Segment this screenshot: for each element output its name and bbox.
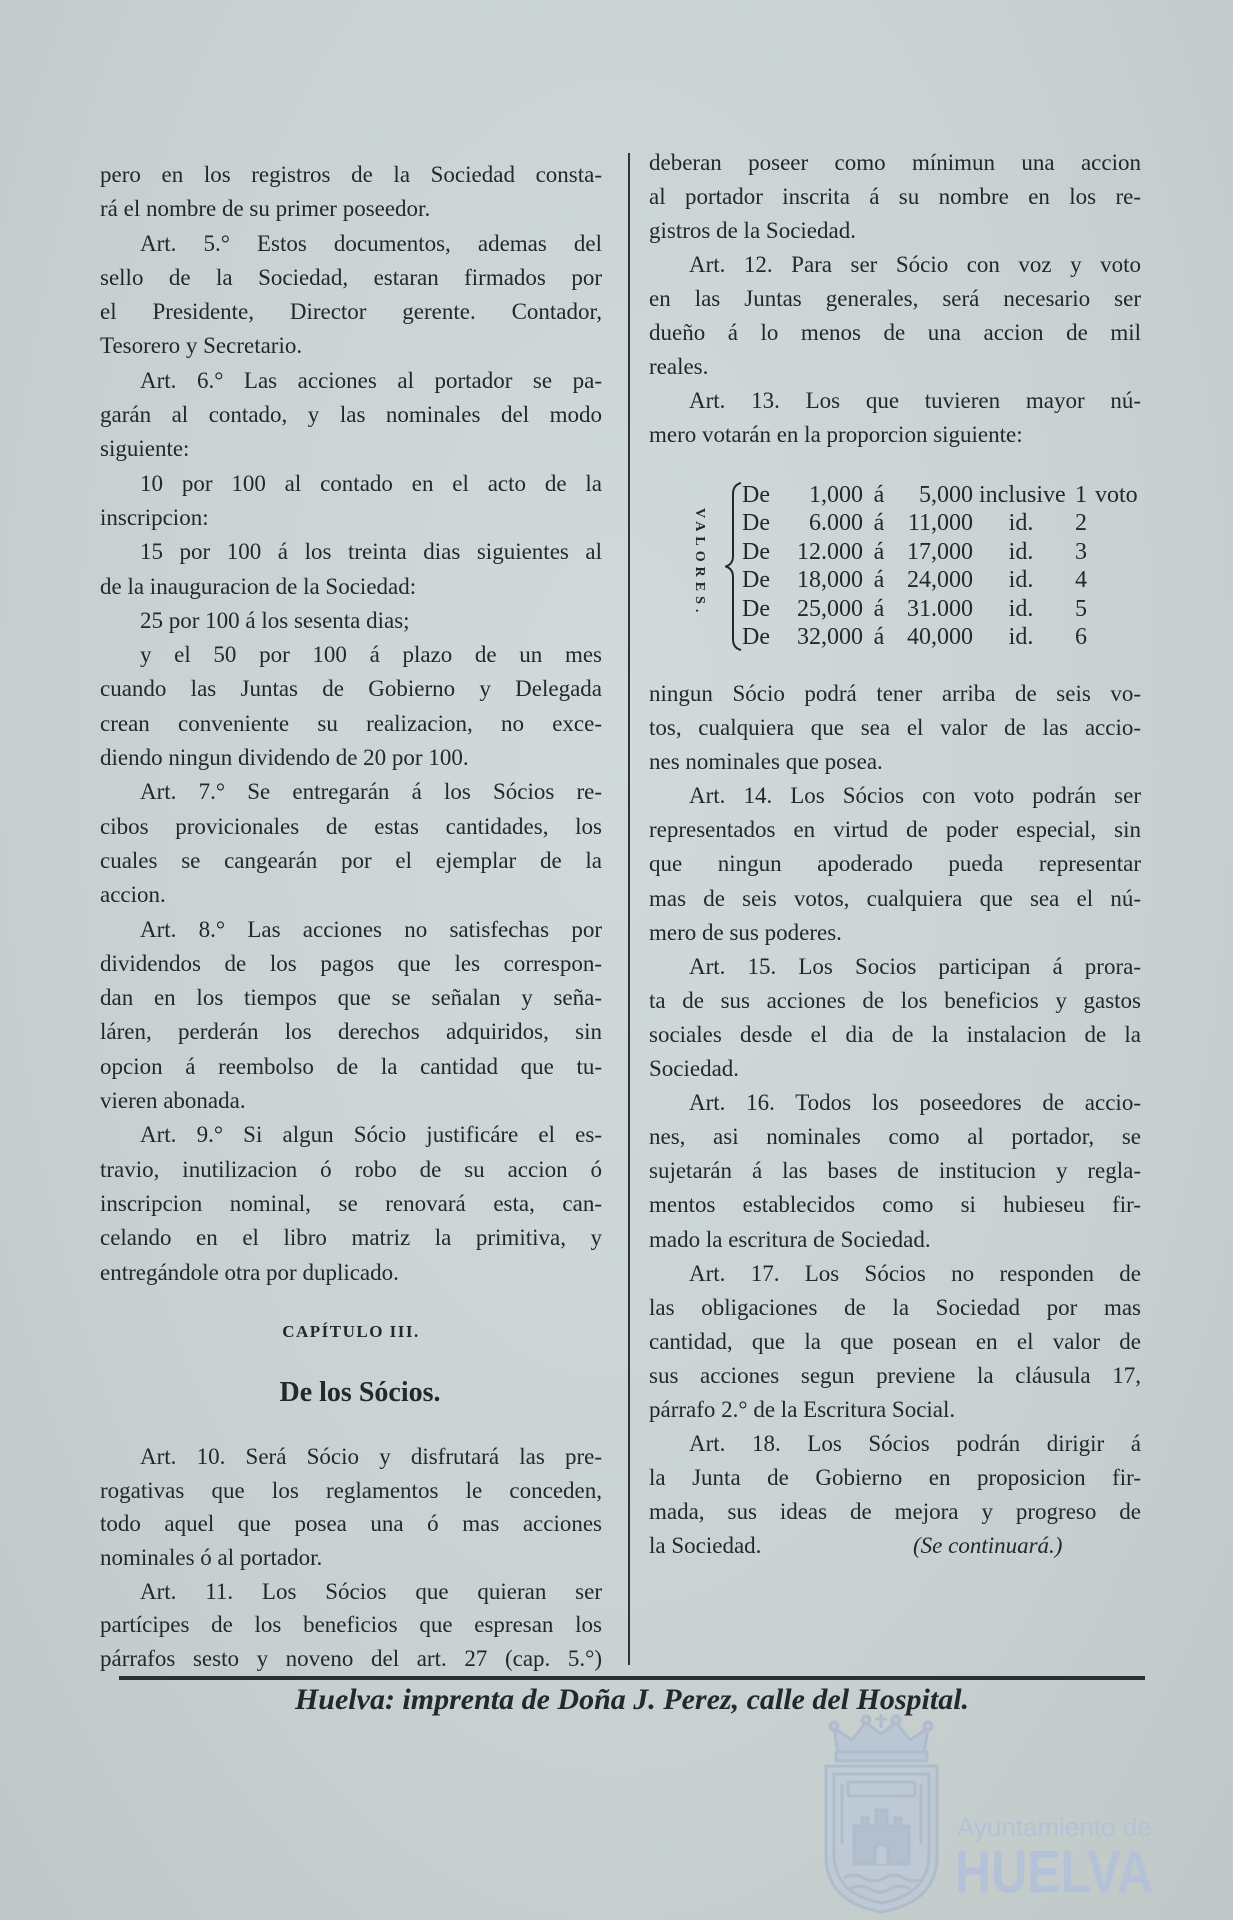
text-line: sujetarán á las bases de institucion y regla- xyxy=(649,1158,1141,1184)
chapter-title: De los Sócios. xyxy=(279,1377,441,1408)
paragraph xyxy=(100,467,602,536)
text-line: Art. 15. Los Socios participan á prora- xyxy=(689,953,1141,979)
text-line: nes nominales que posea. xyxy=(649,749,883,775)
left-column-text xyxy=(100,158,602,1290)
right-column-text-lower xyxy=(649,677,1141,1563)
range-from: 32,000 xyxy=(797,623,863,650)
range-qualifier: inclusive xyxy=(979,482,1066,508)
text-line: Art. 5.° Estos documentos, ademas del xyxy=(140,230,602,256)
text-line: Tesorero y Secretario. xyxy=(100,333,303,359)
paragraph xyxy=(649,384,1141,452)
text-line: párrafo 2.° de la Escritura Social. xyxy=(649,1396,956,1422)
text-line: cuando las Juntas de Gobierno y Delegada xyxy=(100,676,602,702)
paragraph xyxy=(100,1440,602,1575)
text-line: inscripcion nominal, se renovará esta, can- xyxy=(100,1190,602,1216)
vote-count: 2 xyxy=(1075,510,1087,537)
text-line: pero en los registros de la Sociedad consta- xyxy=(100,162,602,187)
range-qualifier: id. xyxy=(1008,567,1034,594)
range-to: 5,000 xyxy=(919,482,973,508)
paragraph xyxy=(100,535,602,604)
paragraph xyxy=(100,1575,602,1676)
vote-count: 5 xyxy=(1075,595,1087,622)
text-line: las obligaciones de la Sociedad por mas xyxy=(649,1294,1141,1320)
range-prefix: De xyxy=(742,482,770,508)
text-line: mas de seis votos, cualquiera que sea el nú- xyxy=(649,885,1141,911)
right-column-text xyxy=(649,146,1141,452)
paragraph xyxy=(100,638,602,775)
vote-table xyxy=(649,481,1141,651)
text-line: mentos establecidos como si hubieseu fir- xyxy=(649,1192,1141,1218)
text-line: crean conveniente su realizacion, no exce- xyxy=(100,710,602,736)
vote-table-row xyxy=(649,509,1141,537)
range-prefix: De xyxy=(742,623,770,650)
text-line: Art. 10. Será Sócio y disfrutará las pre- xyxy=(140,1444,602,1469)
range-to: 31.000 xyxy=(907,595,973,622)
paragraph xyxy=(100,913,602,1119)
text-line: partícipes de los beneficios que espresan los xyxy=(100,1612,602,1638)
text-line: representados en virtud de poder especial, sin xyxy=(649,817,1141,843)
text-line: dueño á lo menos de una accion de mil xyxy=(649,320,1141,345)
vote-table-label: VALORES. xyxy=(692,508,707,618)
text-line: sus acciones segun previene la cláusula 17, xyxy=(649,1362,1141,1388)
text-line: párrafos sesto y noveno del art. 27 (cap. 5.°) xyxy=(100,1646,602,1672)
text-line: Art. 6.° Las acciones al portador se pa- xyxy=(140,367,602,393)
vote-table-row xyxy=(649,595,1141,623)
text-line: mado la escritura de Sociedad. xyxy=(649,1226,931,1252)
range-qualifier: id. xyxy=(1008,538,1034,565)
range-prefix: De xyxy=(742,538,770,565)
vote-count: 3 xyxy=(1075,538,1087,565)
text-line: Art. 18. Los Sócios podrán dirigir á xyxy=(689,1431,1141,1457)
text-line: travio, inutilizacion ó robo de su accion ó xyxy=(100,1156,602,1182)
text-line: Art. 17. Los Sócios no responden de xyxy=(689,1260,1141,1286)
text-line: el Presidente, Director gerente. Contador, xyxy=(100,299,602,325)
text-line: rogativas que los reglamentos le conceden, xyxy=(100,1477,602,1503)
text-line: mero de sus poderes. xyxy=(649,919,842,945)
text-line: deberan poseer como mínimun una accion xyxy=(649,150,1141,175)
text-line: siguiente: xyxy=(100,436,190,462)
text-line: Art. 8.° Las acciones no satisfechas por xyxy=(140,916,602,942)
vote-count: 6 xyxy=(1075,623,1087,650)
text-line: Art. 12. Para ser Sócio con voz y voto xyxy=(689,252,1141,277)
column-divider xyxy=(628,153,630,1665)
left-column-chapter-text xyxy=(100,1440,602,1676)
text-line: todo aquel que posea una ó mas acciones xyxy=(100,1511,602,1537)
continued-paragraph xyxy=(649,146,1141,248)
range-qualifier: id. xyxy=(1008,510,1034,537)
paragraph xyxy=(649,779,1141,949)
range-to: 40,000 xyxy=(907,623,973,650)
text-line: cibos provicionales de estas cantidades, los xyxy=(100,813,602,839)
text-line: Art. 9.° Si algun Sócio justificáre el es- xyxy=(140,1122,602,1148)
paragraph xyxy=(649,248,1141,384)
text-line: láren, perderán los derechos adquiridos, sin xyxy=(100,1019,602,1045)
text-line: diendo ningun dividendo de 20 por 100. xyxy=(100,745,469,771)
text-line: entregándole otra por duplicado. xyxy=(100,1259,399,1285)
text-line: ningun Sócio podrá tener arriba de seis vo- xyxy=(649,681,1141,706)
printer-imprint: Huelva: imprenta de Doña J. Perez, calle del Hospital. xyxy=(294,1683,970,1716)
range-to: 17,000 xyxy=(907,538,973,565)
vote-table-row xyxy=(649,566,1141,594)
paragraph xyxy=(100,775,602,912)
vote-table-row xyxy=(649,538,1141,566)
text-line: al portador inscrita á su nombre en los re- xyxy=(649,184,1141,209)
text-line: opcion á reembolso de la cantidad que tu- xyxy=(100,1053,602,1079)
range-from: 1,000 xyxy=(809,482,863,508)
footer-rule xyxy=(119,1676,1145,1680)
range-separator: á xyxy=(873,538,885,565)
text-line: Art. 14. Los Sócios con voto podrán ser xyxy=(689,783,1141,809)
text-line: sello de la Sociedad, estaran firmados por xyxy=(100,264,602,290)
text-line: en las Juntas generales, será necesario ser xyxy=(649,286,1141,311)
paragraph xyxy=(649,950,1141,1086)
text-line: dividendos de los pagos que les correspon- xyxy=(100,950,602,976)
continued-paragraph xyxy=(649,677,1141,779)
paragraph xyxy=(649,1427,1141,1563)
text-line: 15 por 100 á los treinta dias siguientes al xyxy=(140,539,602,565)
range-qualifier: id. xyxy=(1008,595,1034,622)
range-prefix: De xyxy=(742,567,770,594)
paragraph xyxy=(100,1118,602,1289)
text-line: sociales desde el dia de la instalacion de la xyxy=(649,1021,1141,1047)
range-from: 25,000 xyxy=(797,595,863,622)
text-line: tos, cualquiera que sea el valor de las accio- xyxy=(649,715,1141,741)
range-from: 12.000 xyxy=(797,538,863,565)
text-line: la Sociedad. xyxy=(649,1533,762,1559)
range-separator: á xyxy=(873,482,885,508)
text-line: inscripcion: xyxy=(100,504,209,530)
vote-unit: voto xyxy=(1095,482,1138,508)
continued-paragraph xyxy=(100,158,602,227)
text-line: de la inauguracion de la Sociedad: xyxy=(100,573,417,599)
text-line: reales. xyxy=(649,354,709,379)
watermark-text-line2: HUELVA xyxy=(955,1838,1154,1906)
vote-count: 1 xyxy=(1075,482,1087,508)
text-line: garán al contado, y las nominales del modo xyxy=(100,402,602,428)
text-line: mero votarán en la proporcion siguiente: xyxy=(649,422,1023,447)
range-to: 24,000 xyxy=(907,567,973,594)
text-line: ta de sus acciones de los beneficios y gastos xyxy=(649,987,1141,1013)
text-line: dan en los tiempos que se señalan y seña- xyxy=(100,985,602,1011)
paragraph xyxy=(649,1086,1141,1256)
range-from: 18,000 xyxy=(797,567,863,594)
range-prefix: De xyxy=(742,510,770,537)
text-line: Sociedad. xyxy=(649,1056,740,1082)
range-prefix: De xyxy=(742,595,770,622)
paragraph xyxy=(100,604,602,638)
text-line: la Junta de Gobierno en proposicion fir- xyxy=(649,1465,1141,1491)
range-qualifier: id. xyxy=(1008,623,1034,650)
text-line: celando en el libro matriz la primitiva, y xyxy=(100,1225,602,1251)
range-separator: á xyxy=(873,623,885,650)
range-separator: á xyxy=(873,510,885,537)
vote-table-row xyxy=(649,623,1141,651)
text-line: Art. 16. Todos los poseedores de accio- xyxy=(689,1090,1141,1116)
watermark-text-line1: Ayuntamiento de xyxy=(957,1812,1152,1842)
text-line: nes, asi nominales como al portador, se xyxy=(649,1124,1141,1150)
range-separator: á xyxy=(873,595,885,622)
coat-of-arms-icon xyxy=(818,1714,945,1916)
text-line: rá el nombre de su primer poseedor. xyxy=(100,196,431,222)
text-line: cuales se cangearán por el ejemplar de la xyxy=(100,847,602,873)
chapter-label: CAPÍTULO III. xyxy=(282,1322,420,1341)
text-line: 25 por 100 á los sesenta dias; xyxy=(140,607,410,633)
text-line: mada, sus ideas de mejora y progreso de xyxy=(649,1499,1141,1525)
text-line: nominales ó al portador. xyxy=(100,1545,323,1571)
text-line: que ningun apoderado pueda representar xyxy=(649,851,1141,877)
range-from: 6.000 xyxy=(809,510,863,537)
text-line: Art. 13. Los que tuvieren mayor nú- xyxy=(689,388,1141,413)
text-line: vieren abonada. xyxy=(100,1088,246,1114)
text-line: y el 50 por 100 á plazo de un mes xyxy=(140,642,602,668)
text-line: cantidad, que la que posean en el valor de xyxy=(649,1328,1141,1354)
vote-count: 4 xyxy=(1075,567,1087,594)
text-line: gistros de la Sociedad. xyxy=(649,218,856,243)
paragraph xyxy=(649,1257,1141,1427)
continuation-note: (Se continuará.) xyxy=(913,1533,1063,1558)
range-separator: á xyxy=(873,567,885,594)
text-line: Art. 7.° Se entregarán á los Sócios re- xyxy=(140,779,602,805)
text-line: Art. 11. Los Sócios que quieran ser xyxy=(140,1578,602,1604)
vote-table-row xyxy=(649,481,1141,509)
text-line: accion. xyxy=(100,882,166,908)
range-to: 11,000 xyxy=(907,510,973,537)
paragraph xyxy=(100,227,602,364)
paragraph xyxy=(100,364,602,467)
text-line: 10 por 100 al contado en el acto de la xyxy=(140,470,602,496)
